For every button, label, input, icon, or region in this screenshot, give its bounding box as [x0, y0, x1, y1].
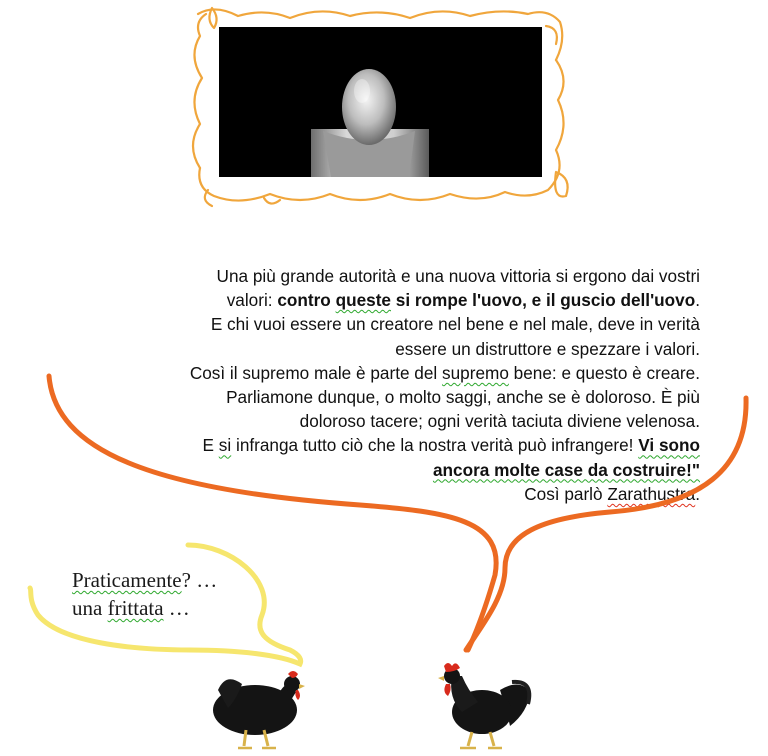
hen-speech-text	[72, 566, 217, 622]
grammar-marked-word: supremo	[442, 362, 509, 383]
egg-in-eggcup-image	[219, 27, 542, 177]
grammar-marked-word: si	[218, 435, 232, 456]
quote-text: valori:	[226, 290, 278, 311]
grammar-marked-word: queste	[335, 290, 391, 311]
zarathustra-quote	[60, 264, 700, 506]
egg-photo	[219, 27, 542, 177]
quote-line-4: essere un distruttore e spezzare i valori.	[395, 338, 700, 359]
speech-line-2	[72, 594, 217, 622]
quote-bold-text: si rompe l'uovo, e il guscio dell'uovo	[390, 290, 696, 311]
quote-bold-text: contro	[277, 290, 336, 311]
quote-line-6: Parliamone dunque, o molto saggi, anche se è doloroso. È più	[226, 387, 700, 408]
quote-text: .	[695, 290, 700, 311]
rooster-icon	[438, 663, 530, 748]
grammar-marked-word: frittata	[107, 596, 164, 620]
grammar-marked-word: Praticamente	[72, 568, 182, 592]
quote-text: infranga tutto ciò che la nostra verità può infrangere!	[231, 435, 639, 456]
quote-bold: Vi sono	[638, 435, 700, 456]
quote-text: E	[202, 435, 219, 456]
quote-bold: ancora molte case da costruire!"	[432, 459, 700, 480]
quote-text: Così parlò	[524, 483, 608, 504]
quote-line-7: doloroso tacere; ogni verità taciuta diviene velenosa.	[299, 411, 700, 432]
quote-line-5	[60, 361, 700, 385]
spelling-marked-word: Zarathustra	[607, 483, 696, 504]
quote-line-1: Una più grande autorità e una nuova vittoria si ergono dai vostri	[216, 266, 700, 286]
speech-text: ? …	[181, 568, 218, 592]
speech-text: …	[163, 596, 190, 620]
quote-line-8	[60, 433, 700, 457]
quote-line-9	[60, 458, 700, 482]
quote-bold	[277, 290, 695, 310]
quote-line-10	[60, 482, 700, 506]
speech-text: una	[72, 596, 108, 620]
speech-line-1	[72, 566, 217, 594]
hen-icon	[213, 671, 305, 748]
quote-line-3: E chi vuoi essere un creatore nel bene e nel male, deve in verità	[210, 314, 700, 335]
egg-shape	[342, 69, 396, 145]
quote-text: bene: e questo è creare.	[508, 362, 700, 383]
quote-text: Così il supremo male è parte del	[189, 362, 443, 383]
quote-text: .	[695, 483, 700, 504]
quote-line-2	[60, 288, 700, 312]
